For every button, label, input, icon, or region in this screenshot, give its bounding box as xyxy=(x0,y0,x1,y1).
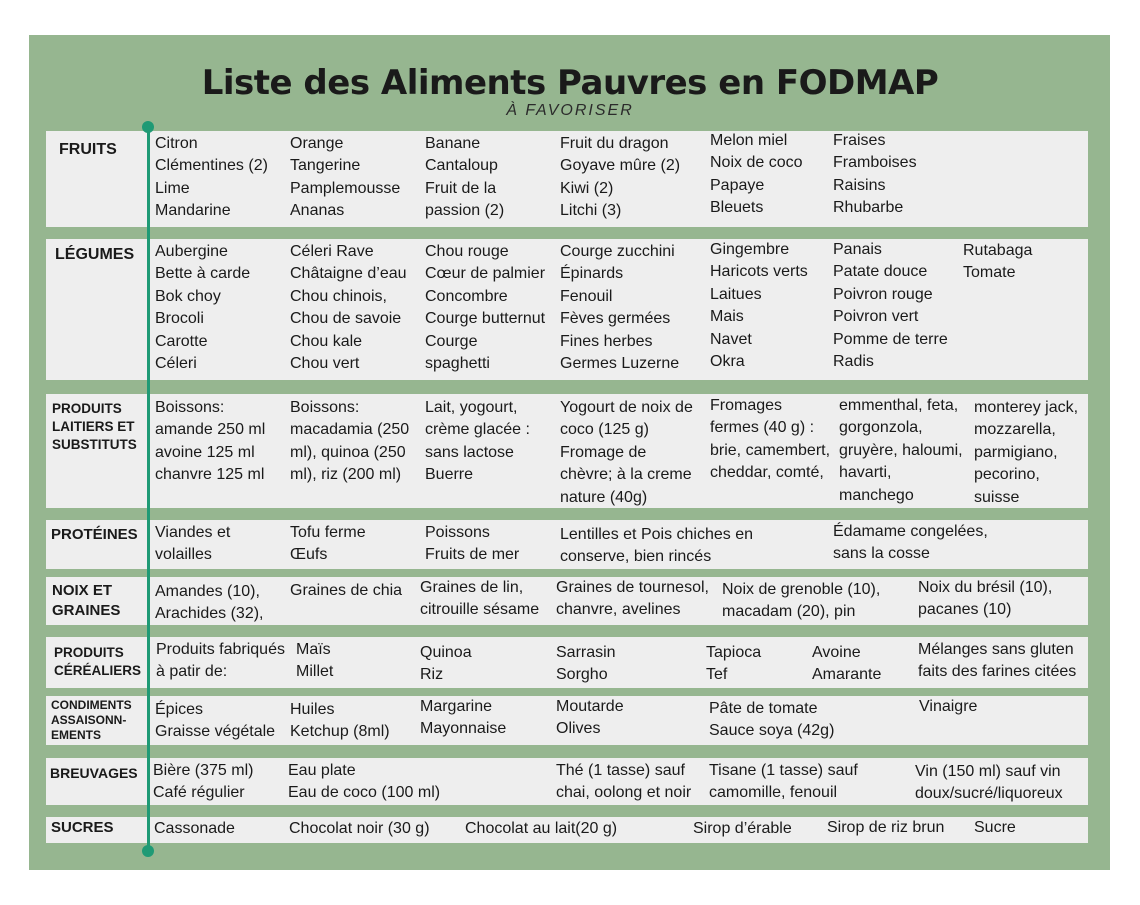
food-item: Noix du brésil (10), xyxy=(918,579,1053,596)
category-label xyxy=(51,526,138,543)
food-item: spaghetti xyxy=(425,355,490,373)
row-legumes xyxy=(46,239,1088,380)
divider-line xyxy=(147,127,150,851)
food-item: Sauce soya (42g) xyxy=(709,722,835,740)
food-column xyxy=(560,524,753,569)
food-item: Café régulier xyxy=(153,784,245,802)
food-item: Chou de savoie xyxy=(290,310,402,328)
category-label-line: LAITIERS ET xyxy=(52,419,135,434)
category-label-line: BREUVAGES xyxy=(50,765,138,781)
food-item: Bière (375 ml) xyxy=(153,762,254,779)
food-item: camomille, fenouil xyxy=(709,784,838,802)
food-item: à patir de: xyxy=(156,663,228,681)
food-item: Banane xyxy=(425,135,481,152)
food-item: Kiwi (2) xyxy=(560,179,614,197)
food-item: Graisse végétale xyxy=(155,723,276,741)
food-item: Tangerine xyxy=(290,157,361,175)
food-item: Melon miel xyxy=(710,132,788,149)
food-item: Fines herbes xyxy=(560,332,653,350)
row-fruits xyxy=(46,131,1088,227)
category-label-line: PRODUITS xyxy=(54,645,124,660)
food-item: Fraises xyxy=(833,132,886,149)
food-item: Yogourt de noix de xyxy=(560,399,693,416)
food-item: Sirop de riz brun xyxy=(827,819,945,836)
category-label xyxy=(54,644,141,680)
food-item: macadam (20), pin xyxy=(722,603,856,621)
food-item: Produits fabriqués xyxy=(156,641,285,658)
food-item: Citron xyxy=(155,135,198,152)
food-item: coco (125 g) xyxy=(560,421,649,439)
food-item: Fruits de mer xyxy=(425,546,520,564)
food-column xyxy=(465,818,617,840)
food-column xyxy=(153,760,253,805)
food-item: Graines de tournesol, xyxy=(556,579,709,596)
food-item: chai, oolong et noir xyxy=(556,784,692,802)
food-item: Vinaigre xyxy=(919,698,978,715)
food-column xyxy=(290,522,366,567)
food-item: Maïs xyxy=(296,641,331,658)
food-column xyxy=(833,521,988,566)
food-item: Fromages xyxy=(710,397,783,414)
food-item: nature (40g) xyxy=(560,488,648,506)
food-column xyxy=(155,133,268,223)
food-column xyxy=(155,699,275,744)
food-item: Navet xyxy=(710,330,752,348)
food-item: Avoine xyxy=(812,644,861,661)
food-item: Litchi (3) xyxy=(560,202,622,220)
food-item: havarti, xyxy=(839,464,892,482)
food-item: passion (2) xyxy=(425,202,505,220)
food-item: Courge zucchini xyxy=(560,243,675,260)
food-item: brie, camembert, xyxy=(710,441,831,459)
food-item: Framboises xyxy=(833,154,917,172)
food-item: Mélanges sans gluten xyxy=(918,641,1074,658)
category-label-line: SUBSTITUTS xyxy=(52,437,137,452)
food-item: Bleuets xyxy=(710,199,764,217)
food-item: Sarrasin xyxy=(556,644,616,661)
food-item: faits des farines citées xyxy=(918,663,1077,681)
food-item: gorgonzola, xyxy=(839,419,923,437)
food-item: Viandes et xyxy=(155,524,231,541)
food-item: Pomme de terre xyxy=(833,330,948,348)
food-item: Lime xyxy=(155,179,190,197)
food-item: Œufs xyxy=(290,546,328,564)
food-item: Radis xyxy=(833,353,874,371)
category-label xyxy=(55,246,134,264)
food-item: Cassonade xyxy=(154,820,235,837)
food-column xyxy=(833,130,917,220)
food-column xyxy=(556,642,616,687)
food-item: Poissons xyxy=(425,524,490,541)
food-item: Lait, yogourt, xyxy=(425,399,518,416)
food-column xyxy=(155,397,265,487)
food-item: Rhubarbe xyxy=(833,199,904,217)
food-item: manchego xyxy=(839,486,914,504)
food-column xyxy=(560,397,693,509)
food-item: Raisins xyxy=(833,176,886,194)
food-item: Fromage de xyxy=(560,443,647,461)
food-item: amande 250 ml xyxy=(155,421,266,439)
food-column xyxy=(290,241,407,375)
food-column xyxy=(918,577,1052,622)
food-item: Édamame congelées, xyxy=(833,523,988,540)
food-item: Céleri xyxy=(155,355,197,373)
food-item: Lentilles et Pois chiches en xyxy=(560,526,753,543)
food-column xyxy=(560,241,679,375)
category-label xyxy=(51,698,132,743)
food-item: Germes Luzerne xyxy=(560,355,680,373)
food-item: mozzarella, xyxy=(974,421,1056,439)
food-item: Bette à carde xyxy=(155,265,251,283)
food-item: Vin (150 ml) sauf vin xyxy=(915,763,1061,780)
food-item: fermes (40 g) : xyxy=(710,419,815,437)
food-item: Okra xyxy=(710,353,745,371)
food-column xyxy=(556,760,691,805)
food-column xyxy=(290,699,390,744)
food-item: Quinoa xyxy=(420,644,472,661)
category-label-line: LÉGUMES xyxy=(55,246,135,263)
food-item: crème glacée : xyxy=(425,421,530,439)
food-item: Noix de grenoble (10), xyxy=(722,581,881,598)
food-item: Fèves germées xyxy=(560,310,671,328)
food-item: Patate douce xyxy=(833,263,928,281)
category-label-line: ASSAISONN- xyxy=(51,713,127,727)
food-item: suisse xyxy=(974,488,1020,506)
food-column xyxy=(812,642,881,687)
food-item: sans lactose xyxy=(425,443,514,461)
category-label-line: SUCRES xyxy=(51,819,114,836)
food-column xyxy=(833,239,948,373)
food-item: Fruit de la xyxy=(425,179,497,197)
food-item: macadamia (250 xyxy=(290,421,410,439)
food-item: ml), riz (200 ml) xyxy=(290,466,402,484)
category-label xyxy=(52,581,120,621)
food-column xyxy=(425,522,519,567)
page-subtitle: À FAVORISER xyxy=(506,102,634,119)
row-produits-laitiers xyxy=(46,394,1088,508)
food-item: emmenthal, feta, xyxy=(839,397,959,414)
food-item: Chou rouge xyxy=(425,243,509,260)
food-item: pacanes (10) xyxy=(918,601,1012,619)
food-item: Ananas xyxy=(290,202,345,220)
food-item: Arachides (32), xyxy=(155,605,264,623)
row-breuvages xyxy=(46,758,1088,805)
food-item: avoine 125 ml xyxy=(155,443,255,461)
category-label-line: CÉRÉALIERS xyxy=(54,663,142,678)
category-label xyxy=(59,141,117,159)
food-column xyxy=(693,818,792,840)
food-column xyxy=(556,696,624,741)
category-label xyxy=(52,400,137,454)
food-item: doux/sucré/liquoreux xyxy=(915,785,1063,803)
food-item: chanvre 125 ml xyxy=(155,466,265,484)
food-item: Chou chinois, xyxy=(290,287,387,305)
food-item: Papaye xyxy=(710,176,765,194)
food-item: Clémentines (2) xyxy=(155,157,268,175)
food-column xyxy=(290,397,409,487)
food-column xyxy=(839,395,963,507)
food-column xyxy=(915,761,1063,806)
food-item: Boissons: xyxy=(155,399,225,416)
row-sucres xyxy=(46,817,1088,843)
food-item: Noix de coco xyxy=(710,154,803,172)
food-item: Buerre xyxy=(425,466,474,484)
food-item: Tef xyxy=(706,666,728,684)
food-column xyxy=(425,397,530,487)
food-column xyxy=(722,579,880,624)
food-column xyxy=(963,240,1032,285)
food-item: Courge butternut xyxy=(425,310,546,328)
food-item: Chou kale xyxy=(290,332,363,350)
food-item: Eau plate xyxy=(288,762,356,779)
food-item: Bok choy xyxy=(155,287,221,305)
food-item: monterey jack, xyxy=(974,399,1079,416)
food-column xyxy=(918,639,1076,684)
row-proteines xyxy=(46,520,1088,569)
food-item: Cantaloup xyxy=(425,157,498,175)
food-item: parmigiano, xyxy=(974,443,1058,461)
food-column xyxy=(709,760,858,805)
category-label-line: FRUITS xyxy=(59,141,117,158)
food-item: Poivron vert xyxy=(833,308,919,326)
food-item: Poivron rouge xyxy=(833,285,933,303)
category-label-line: EMENTS xyxy=(51,728,102,742)
food-item: chèvre; à la creme xyxy=(560,466,692,484)
food-item: Mayonnaise xyxy=(420,720,507,738)
food-column xyxy=(827,817,944,839)
food-item: Pamplemousse xyxy=(290,179,401,197)
food-item: Tofu ferme xyxy=(290,524,366,541)
food-item: Amandes (10), xyxy=(155,583,260,600)
food-item: Eau de coco (100 ml) xyxy=(288,784,441,802)
food-item: Concombre xyxy=(425,287,508,305)
food-item: Courge xyxy=(425,332,478,350)
food-column xyxy=(420,577,539,622)
food-item: sans la cosse xyxy=(833,545,930,563)
food-item: Fenouil xyxy=(560,287,613,305)
food-item: Tomate xyxy=(963,264,1016,282)
food-column xyxy=(290,133,400,223)
divider-top-dot xyxy=(142,121,154,133)
food-item: Céleri Rave xyxy=(290,243,374,260)
food-item: Millet xyxy=(296,663,334,681)
food-item: Châtaigne d’eau xyxy=(290,265,407,283)
food-column xyxy=(706,642,761,687)
category-label-line: NOIX ET xyxy=(52,582,113,599)
food-column xyxy=(919,696,977,718)
food-item: chanvre, avelines xyxy=(556,601,681,619)
category-label-line: CONDIMENTS xyxy=(51,698,132,712)
food-item: pecorino, xyxy=(974,466,1040,484)
food-item: Goyave mûre (2) xyxy=(560,157,681,175)
category-label xyxy=(50,765,138,781)
food-item: Chocolat noir (30 g) xyxy=(289,820,430,837)
food-item: Haricots verts xyxy=(710,263,808,281)
food-item: Épices xyxy=(155,701,204,718)
food-item: Graines de chia xyxy=(290,582,403,599)
food-item: Aubergine xyxy=(155,243,228,260)
food-item: Orange xyxy=(290,135,344,152)
food-item: Margarine xyxy=(420,698,493,715)
category-label xyxy=(51,819,114,836)
food-column xyxy=(556,577,709,622)
food-item: Thé (1 tasse) sauf xyxy=(556,762,685,779)
food-item: volailles xyxy=(155,546,212,564)
food-column xyxy=(974,397,1078,509)
divider-bottom-dot xyxy=(142,845,154,857)
food-item: cheddar, comté, xyxy=(710,464,824,482)
food-column xyxy=(296,639,333,684)
food-column xyxy=(560,133,680,223)
row-produits-cerealiers xyxy=(46,637,1088,688)
food-item: Rutabaga xyxy=(963,242,1033,259)
food-item: Mais xyxy=(710,308,744,326)
food-column xyxy=(288,760,440,805)
food-item: Épinards xyxy=(560,265,624,283)
food-column xyxy=(709,698,834,743)
food-item: Panais xyxy=(833,241,882,258)
page-title: Liste des Aliments Pauvres en FODMAP xyxy=(201,63,939,103)
food-item: conserve, bien rincés xyxy=(560,548,712,566)
food-item: Brocoli xyxy=(155,310,204,328)
food-column xyxy=(710,130,803,220)
food-column xyxy=(289,818,430,840)
food-column xyxy=(155,522,230,567)
food-item: Mandarine xyxy=(155,202,231,220)
row-condiments xyxy=(46,696,1088,745)
food-item: Olives xyxy=(556,720,601,738)
food-item: Chou vert xyxy=(290,355,360,373)
food-item: Tisane (1 tasse) sauf xyxy=(709,762,858,779)
food-item: Chocolat au lait(20 g) xyxy=(465,820,618,837)
food-column xyxy=(290,580,402,602)
food-item: Huiles xyxy=(290,701,335,718)
food-item: citrouille sésame xyxy=(420,601,540,619)
category-label-line: PROTÉINES xyxy=(51,526,138,543)
food-item: Cœur de palmier xyxy=(425,265,546,283)
food-column xyxy=(154,818,235,840)
food-item: Amarante xyxy=(812,666,882,684)
food-item: Riz xyxy=(420,666,444,684)
food-item: Tapioca xyxy=(706,644,762,661)
food-item: Pâte de tomate xyxy=(709,700,818,717)
category-label-line: GRAINES xyxy=(52,602,121,619)
food-column xyxy=(156,639,285,684)
food-column xyxy=(425,241,545,375)
food-item: ml), quinoa (250 xyxy=(290,443,406,461)
food-item: Gingembre xyxy=(710,241,790,258)
category-label-line: PRODUITS xyxy=(52,401,122,416)
food-column xyxy=(155,581,264,626)
food-column xyxy=(420,696,506,741)
food-item: gruyère, haloumi, xyxy=(839,441,963,459)
food-item: Sorgho xyxy=(556,666,608,684)
food-column xyxy=(155,241,250,375)
food-column xyxy=(974,817,1016,839)
food-item: Carotte xyxy=(155,332,208,350)
food-column xyxy=(420,642,472,687)
food-item: Moutarde xyxy=(556,698,624,715)
food-item: Sirop d’érable xyxy=(693,820,792,837)
row-noix-graines xyxy=(46,577,1088,625)
food-item: Laitues xyxy=(710,285,762,303)
food-column xyxy=(710,395,830,485)
food-column xyxy=(425,133,504,223)
food-item: Fruit du dragon xyxy=(560,135,669,152)
food-column xyxy=(710,239,808,373)
food-item: Graines de lin, xyxy=(420,579,524,596)
food-item: Ketchup (8ml) xyxy=(290,723,390,741)
food-item: Boissons: xyxy=(290,399,360,416)
food-item: Sucre xyxy=(974,819,1016,836)
